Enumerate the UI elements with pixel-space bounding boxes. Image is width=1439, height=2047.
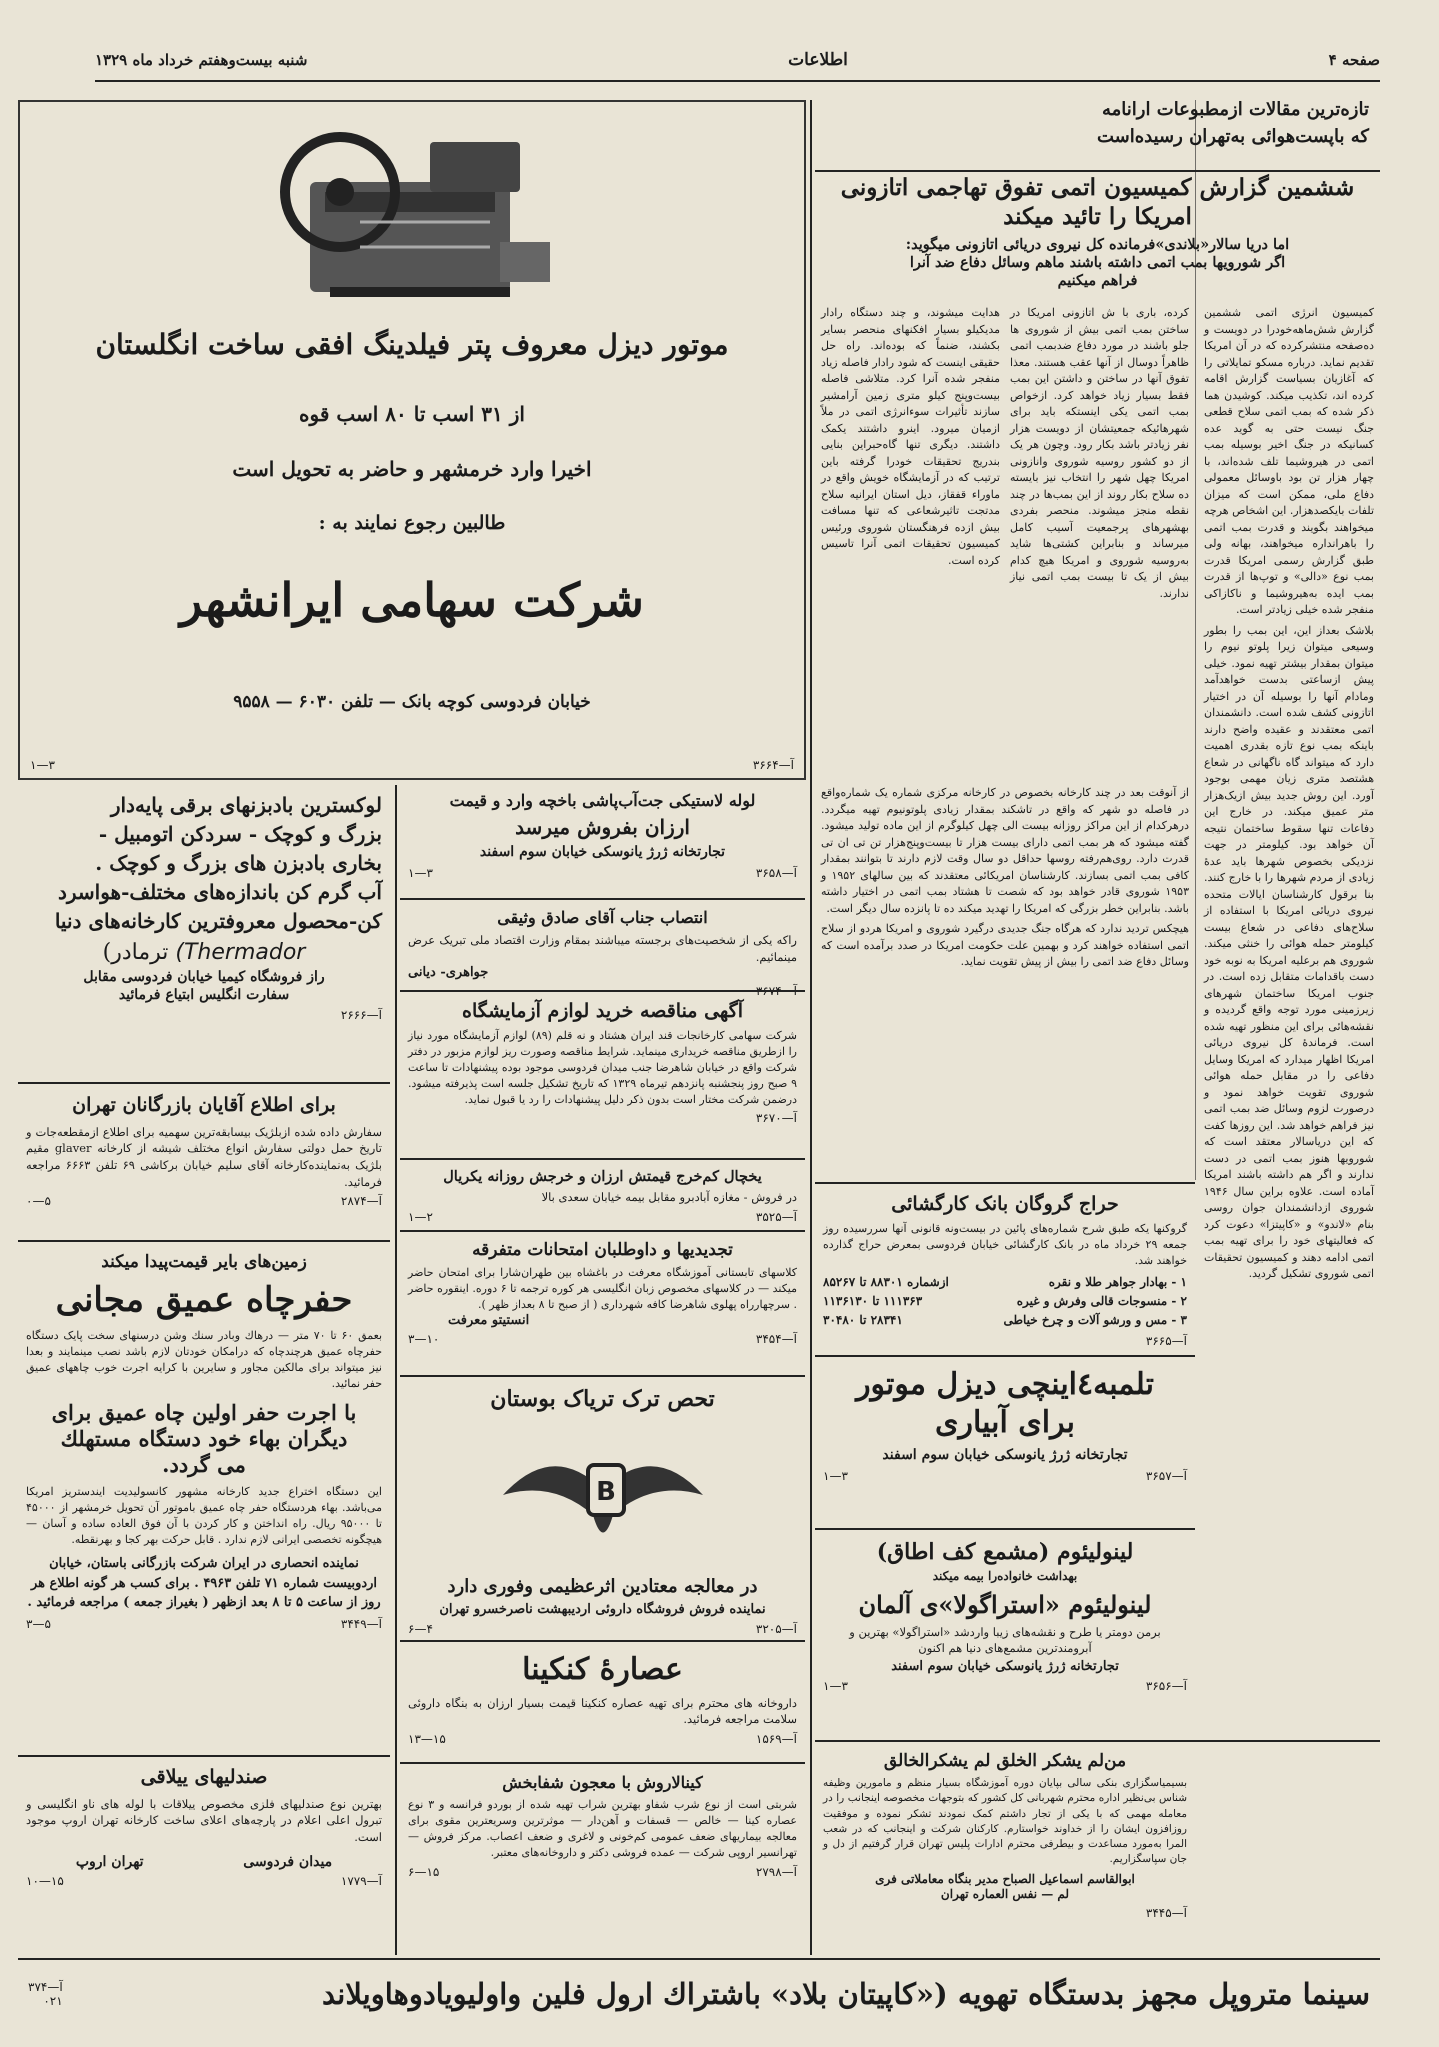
divider: [815, 1740, 1380, 1742]
masthead: اطلاعات: [788, 50, 848, 70]
divider: [400, 990, 805, 992]
divider: [18, 1240, 390, 1242]
divider: [18, 1755, 390, 1757]
tender-notice: آگهی مناقصه خرید لوازم آزمایشگاه شرکت سهامی کارخانجات قند ایران هشتاد و نه قلم (۸۹) لوازم آزمایشگاه مورد نیاز را ازطریق مناقصه خریداری مینماید. شرایط مناقصه وصورت ریز لوازم مزبور در دفتر شرکت واقع در خیابان شاهرضا جنب میدان فردوسی موجود بوده پیشنهادات تا ساعت ۹ صبح روز پنجشنبه پانزدهم تیرماه ۱۳۲۹ که تاریخ تشکیل جلسه است پذیرفته میشود. درضمن شرکت مختار است بدون ذکر دلیل پیشنهادات را رد یا قبول نماید. آ—۳۶۷۰: [408, 1000, 797, 1126]
subheadline: فراهم میکنیم: [1057, 271, 1138, 289]
company-name: شرکت سهامی ایرانشهر: [180, 573, 644, 627]
divider: [400, 1158, 805, 1160]
article-column: کمیسیون انرژی اتمی ششمین گزارش شش‌ماهه‌خودرا در دویست و ده‌صفحه‌ منتشرکرده که در آن امریکا تقدیم نماید. درباره مسکو تمایلاتی را که آغازیان بسیاست گزارش اقامه کرده اند، تکذیب میکند. کوشیدن هما ذکر شده که بمب اتمی سلاح قطعی جنگ نیست حتی به گوید عده کسانیکه در جنگ اخیر بوسیله بمب اتمی در هیروشیما تلف شده‌اند، با چهار هزار تن بود باوسائل معمولی دفاع ملی، ممکن است که میزان تلفات بایکصدهزار. این اشخاص هرچه میخواهند بگویند و قدرت بمب اتمی را باهرانداره میخواهند، بهانه ولی طبق گزارش رسمی امریکا قدرت بمب نوع «دالی» و توپ‌ها از قدرت بمب ایده به‌هیروشیما و ناکازاکی منفجر شده خیلی زیادتر است. بلاشک بعداز این، این بمب را بطور وسیعی میتوان زیرا پلوتو نیوم را میتوان بمقدار بیشتر تهیه نمود. خیلی پیش ازساعتی بدست خواهدآمد ومادام آنها را بوسیله آن در اختیار اتازونی کشف شده است. دانشمندان اتمی معتقدند و عقیده واضح دارند باینکه بمب نوع تازه بقدری اهمیت دارد که میتواند گاه ناگهانی در شعاع هشتصد متری زیان مهمی بوجود آورد. این روش جدید بیش ازیک‌هزار متر عمیق میکند. در خارج این دفاعات تنها سقوط ساختمان نتیجه آن خواهد بود. کیلومتر در جهت نزدیکی بخصوص شهرها باید عدهٔ زیادی از مردم شهرها را با خارج کنند. بنا برقول کارشناسان ایالات متحده نیروی دریائی امریکا با استفاده از سلاح‌های دفاعی در شعاع بیست کیلومتر حمله هوائی را خنثی میکند. شوروی هم برعلیه امریکا به نوبه خود دست باقدامات متقابل زده است. در جنوب امریکا ساختمان شهرهای زیرزمینی مورد توجه واقع گردیده و نقشه‌هائی برای این منظور تهیه شده است. فرماندهٔ کل نیروی دریائی امریکا اظهار میدارد که امریکا وسایل دفاعی را در مقابل حمله هوائی شوروی تقویت خواهد نمود و درصورت لزوم وسائل ضد بمب اتمی نیز فراهم خواهد شد. این روزها کفت که این دریاسالار معتقد است که شورویها هنوز بمب اتمی در دست ندارند و اگر هم داشته باشند امریکا آماده است. علاوه براین سال ۱۹۴۶ شوروی ازدانشمندان جوان روسی بنام «لاندو» و «کاپیتزا» دعوت کرد که فعالیتهای خود را برای تهیه بمب اتمی ادامه دهند و کمیسیون تحقیقات اتمی شوروی تشکیل گردید.: [1204, 306, 1374, 1280]
auction-item-label: ۳ - مس و ورشو آلات و چرخ خیاطی: [1003, 1312, 1187, 1327]
ad-title: حفرچاه عمیق مجانی: [55, 1280, 353, 1321]
top-note-line: تازه‌ترین مقالات ازمطبوعات ارانامه: [1102, 99, 1369, 120]
top-note: [815, 92, 1375, 170]
ad-text: لوکسترین بادبزنهای برقی پایه‌دار بزرگ و کوچک - سردکن اتومبیل - بخاری بادبزن های بزرگ و کوچک . آب گرم کن باندازه‌های مختلف-هواسرد کن-محصول معروفترین کارخانه‌های دنیا: [54, 793, 382, 933]
divider: [400, 1230, 805, 1232]
top-note-line: که باپست‌هوائی به‌تهران رسیده‌است: [1096, 126, 1369, 147]
divider: [400, 1375, 805, 1377]
ad-code: آ—۳۷۴ ۰۲۱: [28, 1980, 63, 2008]
auction-item-range: ۲۸۳۴۱ تا ۳۰۴۸۰: [823, 1312, 903, 1327]
divider: [815, 1528, 1195, 1530]
divider: [18, 1082, 390, 1084]
brand-emblem-icon: [493, 1420, 713, 1570]
auction-item: [823, 1311, 1187, 1330]
auction-item: [823, 1273, 1187, 1292]
chairs-ad: صندلیهای ییلاقی بهترین نوع صندلیهای فلزی مخصوص ییلاقات با لوله های ناو انگلیسی و تبرول اعلی اعلام در پارچه‌های اعلای ساخت کارخانه تهران اروپ موجود است. میدان فردوسی تهران اروپ آ—۱۷۷۹ ۱۵—۱۰: [26, 1766, 382, 1888]
article-column: کرده، باری با ش اتازونی امریکا در ساختن بمب اتمی بیش از شوروی ها جلو باشند در مورد دفاع ضدبمب اتمی ظاهراً دوسال از آنها عقب هستند. معذا تفوق آنها در ساختن و داشتن این بمب فقط بسیار زیاد خواهد کرد. ازخواص بمب اتمی یکی اینستکه باید برای شهرهائیکه جمعیتشان از دویست هزار نفر زیادتر باشد بکار رود. وچون هر یک از دو کشور روسیه شوروی وانازونی امریکا چهل شهر را انتخاب نیز بایسته ده سلاح بکار روند از این بمب‌ها در چند نقطه منجز میشوند. منحصر بفردی بهشهرهای پرجمعیت آسیب کامل میرساند و بنابراین کشتی‌ها شاید به‌روسیه شوروی و امریکا هیچ کدام بیش از یک تا بیست بمب اتمی نیاز ندارند.: [1010, 306, 1189, 600]
main-article-body: [815, 305, 1195, 780]
ad-title: موتور دیزل معروف پتر فیلدینگ افقی ساخت انگلستان: [95, 328, 729, 361]
divider: [815, 1182, 1195, 1184]
ad-cta: طالبین رجوع نمایند به :: [318, 512, 506, 534]
page-header: [95, 40, 1380, 82]
brand: (Thermador ترمادر): [102, 940, 306, 965]
ad-arrival: اخیرا وارد خرمشهر و حاضر به تحویل است: [232, 457, 592, 481]
opium-cure-ad: تحص ترک تریاک بوستان B در معالجه معتادین اثرعظیمی وفوری دارد نماینده فروش فروشگاه داروئی اردیبهشت ناصرخسرو تهران آ—۳۲۰۵ ۴—۶: [408, 1386, 797, 1637]
divider: [18, 1958, 1380, 1960]
thanks-notice: من‌لم یشکر الخلق لم یشکرالخالق بسیمیاسگزاری بنکی سالی بپایان دوره آموزشگاه بسیار منظم و مامورین وظیفه شناس بی‌نظیر اداره محترم شهربانی کل کشور که بتوجهات مخصوصه اینجانب را در معامله مهمی که با یکی از تجار داشتم کمک نمودند تشکر نموده و موفقیت روزافزون ایشان را از خداوند خواستارم. کارکنان شرکت و اینجانب که در شعب المرا به‌مورد مساعدت و بیطرفی محترم ادارات پلیس تهران قرار گرفتیم از دل و جان سپاسگزاریم. ابوالقاسم اسماعیل الصباح مدیر بنگاه معاملاتی فری لم — نفس العماره تهران آ—۳۴۴۵: [823, 1751, 1187, 1920]
divider: [400, 898, 805, 900]
subheadline: اگر شورویها بمب اتمی داشته باشند ماهم وسائل دفاع ضد آنرا: [909, 253, 1286, 271]
well-drilling-ad: زمین‌های بایر قیمت‌پیدا میکند حفرچاه عمیق مجانی بعمق ۶۰ تا ۷۰ متر — درهاك وبادر سنك وشن درسنهای سخت پایک دستگاه حفرچاه عمیق هرچندچاه که درامکان خودتان لازم باشد نصب مینمایند و بعدا نیز میتواند برای مالکین مجاور و سایرین با کرایه اجرت خوب چاههای عمیق حفر نمائید. با اجرت حفر اولین چاه عمیق برای دیگران بهاء خود دستگاه مستهلك می گردد. این دستگاه اختراع جدید کارخانه مشهور کانسولیدیت ایندستریز امریکا می‌باشد. بهاء هردستگاه حفر چاه عمیق باموتور آن تحویل خرمشهر از ۴۵۰۰۰ تا ۹۵۰۰۰ ریال. راه انداختن و کار کردن با آن فوق العاده ساده و آسان — هیچگونه تخصصی ایرانی لازم ندارد . قابل حرکت بهر کجا و بهرنقطه. نماینده انحصاری در ایران شرکت بازرگانی باستان، خیابان اردوبیست شماره ۷۱ تلفن ۴۹۶۳ . برای کسب هر گونه اطلاع هر روز از ساعت ۵ تا ۸ بعد ازظهر ( بغیراز جمعه ) مراجعه فرمائید . آ—۳۴۴۹ ۵—۳: [26, 1252, 383, 1631]
hose-ad: لوله لاستیکی جت‌آب‌پاشی باخچه وارد و قیمت ارزان بفروش میرسد تجارتخانه ژرژ یانوسکی خیابان سوم اسفند آ—۳۶۵۸ ۳—۱: [408, 791, 797, 880]
bazaar-notice: برای اطلاع آقایان بازرگانان تهران سفارش داده شده ازبلژیک بیسابقه‌ترین سهمیه برای اطلاع ازمقطعه‌جات و تاریخ حمل دولتی سفارش انواع مختلف شیشه از کارخانه glaver مقیم بلژیک به‌نماینده‌کارخانه آقای سلیم خیابان برکاشی ۶۹ تلفن ۶۶۶۳ مراجعه فرمائید. آ—۲۸۷۴ ۵—۰: [26, 1094, 382, 1209]
column-rule: [395, 785, 397, 1955]
subheadline: اما دریا سالار«بلاندی»فرمانده کل نیروی دریائی اتازونی میگوید:: [905, 235, 1290, 253]
auction-items: [823, 1273, 1187, 1331]
ad-code: آ—۳۶۶۴ ۳—۱: [30, 758, 794, 772]
headline: ششمین گزارش کمیسیون اتمی تفوق تهاجمی اتازونی: [840, 174, 1355, 201]
auction-item-label: ۲ - منسوجات قالی وفرش و غیره: [1016, 1293, 1187, 1308]
kinalaros-ad: کینالاروش با معجون شفابخش شربتی است از نوع شرب شفاو بهترین شراب تهیه شده از بوردو فرانسه و ۳ نوع عصاره کینا — خالص — قسفات و آهن‌دار — موثرترین وسریعترین مقوی برای معالجه بیماریهای ضعف عمومی کم‌خونی و لاغری و ضعف اعصاب. مرکز فروش — تهرانسیر اروپی شرکت — عمده فروشی دکتر و داروخانه‌های معتبر. آ—۲۷۹۸ ۱۵—۶: [408, 1773, 797, 1879]
main-article-heading: [815, 170, 1380, 300]
divider: [400, 1762, 805, 1764]
auction-item-range: ازشماره ۸۸۳۰۱ تا ۸۵۲۶۷: [823, 1274, 949, 1289]
article-column: هدایت میشوند، و چند دستگاه رادار مدیکیلو بسیار افکنهای منحصر بسایر بکشند، ضنماً که بوده‌اند. راه حل حقیقی اینست که شود رادار فاصله زیاد منفجر شده آنرا کرد. متلاشی فاصله بیست‌وپنج کیلو متری زمین آرامشیر سازند تأثیرات سوءانرژی اتمی در ملاً ازمیان میرود. اینرو داشتند یکمک داشتند. دیگری تنها گاه‌حبراین بنایی بندریج تحقیقات خودرا گرفته باین ترتیب که در آزمایشگاه خویش واقع در ماوراء قفقاز، دیل استان ایرانیه سلاح مدتجت تاثیرشعاعی که تنها مسافت بیش ازده فرهنگستان شوروی ورئیس کمیسیون تحقیقات اتمی آنرا تاسیس کرده است.: [821, 306, 1000, 567]
headline: امریکا را تائید میکند: [1003, 202, 1192, 230]
auction-item-label: ۱ - بهادار جواهر طلا و نقره: [1048, 1274, 1187, 1289]
article-continuation: از آنوقت بعد در چند کارخانه بخصوص در کارخانه مرکزی شماره یک شماره‌واقع در فاصله دو شهر که واقع در تاشکند بمقدار زیادی پلوتونیوم تهیه میگردد. درهرکدام از این مراکز روزانه بیست الی چهل کیلوگرم از این ماده تولید میشود. گفته میشود که هر بمب اتمی دارای بیست هزار تا بیست‌وپنج‌هزار تن تی ان تی قدرت دارد. روی‌هم‌رفته روسها حداقل دو سال وقت لازم دارند تا بتوانند بمقدار کافی بمب اتمی بسازند. کارشناسان امریکائی معتقدند که بین سالهای ۱۹۵۲ و ۱۹۵۳ شوروی قادر خواهد بود که شصت تا هشتاد بمب اتمی در اختیار داشته باشد. بنابراین خطر بزرگی که امریکا را تهدید میکند ده تا پانزده سال دیگر است. هیچکس تردید ندارد که هرگاه جنگ جدیدی درگیرد شوروی و امریکا هردو از سلاح اتمی استفاده خواهند کرد و بهمین علت حکومت امریکا در صدد برآمده است که وسائل دفاع ضد اتمی را بیش از پیش تقویت نماید.: [821, 786, 1190, 968]
auction-item-range: ۱۱۱۳۶۳ تا ۱۱۳۶۱۳۰: [823, 1293, 923, 1308]
fridge-ad: یخچال کم‌خرج قیمتش ارزان و خرجش روزانه یکریال در فروش - مغازه آبادبرو مقابل بیمه خیابان سعدی بالا آ—۳۵۲۵ ۲—۱: [408, 1168, 797, 1224]
auction-item: [823, 1292, 1187, 1311]
kankina-ad: عصارهٔ کنکینا داروخانه های محترم برای تهیه عصاره کنکینا قیمت بسیار ارزان به بنگاه داروئی سلامت مراجعه فرمائید. آ—۱۵۶۹ ۱۵—۱۳: [408, 1652, 797, 1746]
linoleum-ad: لینولیئوم (مشمع کف اطاق) بهداشت خانواده‌را بیمه میکند لینولیئوم «استراگولا»ی آلمان برمن دومتر یا طرح و نقشه‌های زیبا واردشد «استراگولا» بهترین و آبرومندترین مشمع‌های دنیا هم اکنون تجارتخانه ژرژ یانوسکی خیابان سوم اسفند آ—۳۶۵۶ ۳—۱: [823, 1539, 1187, 1694]
cinema-ad: [18, 1962, 1380, 2026]
thermador-ad: لوکسترین بادبزنهای برقی پایه‌دار بزرگ و کوچک - سردکن اتومبیل - بخاری بادبزن های بزرگ و کوچک . آب گرم کن باندازه‌های مختلف-هواسرد کن-محصول معروفترین کارخانه‌های دنیا (Thermador ترمادر) راز فروشگاه کیمیا خیابان فردوسی مقابل سفارت انگلیس ابتیاع فرمائید آ—۲۶۶۶: [18, 785, 390, 1080]
divider: [815, 1355, 1195, 1357]
ad-address: خیابان فردوسی کوچه بانک — تلفن ۶۰۳۰ — ۹۵۵۸: [233, 692, 591, 712]
ad-range: از ۳۱ اسب تا ۸۰ اسب قوه: [299, 402, 525, 426]
pump-ad: تلمبه‌٤اینچی دیزل موتور برای آبیاری تجارتخانه ژرژ یانوسکی خیابان سوم اسفند آ—۳۶۵۷ ۳—۱: [823, 1367, 1187, 1483]
diesel-engine-ad: [18, 100, 806, 780]
auction-notice: حراج گروگان بانک کارگشائی گروکنها یکه طبق شرح شماره‌های پائین در بیست‌ونه قانونی آنها سررسیده روز جمعه ۲۹ خرداد ماه در بانک کارگشائی خیابان فردوسی بمعرض حراج گذارده خواهند شد. ۱ - بهادار جواهر طلا و نقره ازشماره ۸۸۳۰۱ تا ۸۵۲۶۷ ۲ - منسوجات قالی وفرش و غیره ۱۱۱۳۶۳ تا ۱۱۳۶۱۳۰ ۳ - مس و ورشو آلات و چرخ خیاطی ۲۸۳۴۱ تا ۳۰۴۸۰ آ—۳۶۶۵: [823, 1193, 1187, 1349]
appointment-notice: انتصاب جناب آقای صادق وثیقی راکه یکی از شخصیت‌های برجسته میباشند بمقام وزارت اقتصاد ملی تبریک عرض مینمائیم. جواهری- دیانی: [408, 908, 797, 981]
issue-date: شنبه بیست‌وهفتم خرداد ماه ۱۳۲۹: [95, 51, 308, 69]
exams-ad: تجدیدیها و داوطلبان امتحانات متفرقه کلاسهای تابستانی آموزشگاه معرفت در باغشاه بین طهران‌شارا برای امتحان حاضر میکند — در کلاسهای مخصوص زبان انگلیسی هر کوره ترجمه تا ۶ دوره. اینقوره حاضر . سرچهارراه پهلوی شاهرضا کافه شهرداری ( از صبح تا ۸ بعداز ظهر ). انستیتو معرفت آ—۳۴۵۴ ۱۰—۳: [408, 1240, 797, 1347]
page-number: صفحه ۴: [1328, 51, 1380, 69]
diesel-engine-illustration: [270, 122, 570, 312]
column-rule: [810, 100, 812, 1955]
svg-text:B: B: [595, 1476, 616, 1507]
cinema-text: سینما متروپل مجهز بدستگاه تهویه («کاپیتان بلاد» باشتراك ارول فلین واولیویادوهاویلاند: [322, 1977, 1370, 2011]
divider: [400, 1640, 805, 1642]
